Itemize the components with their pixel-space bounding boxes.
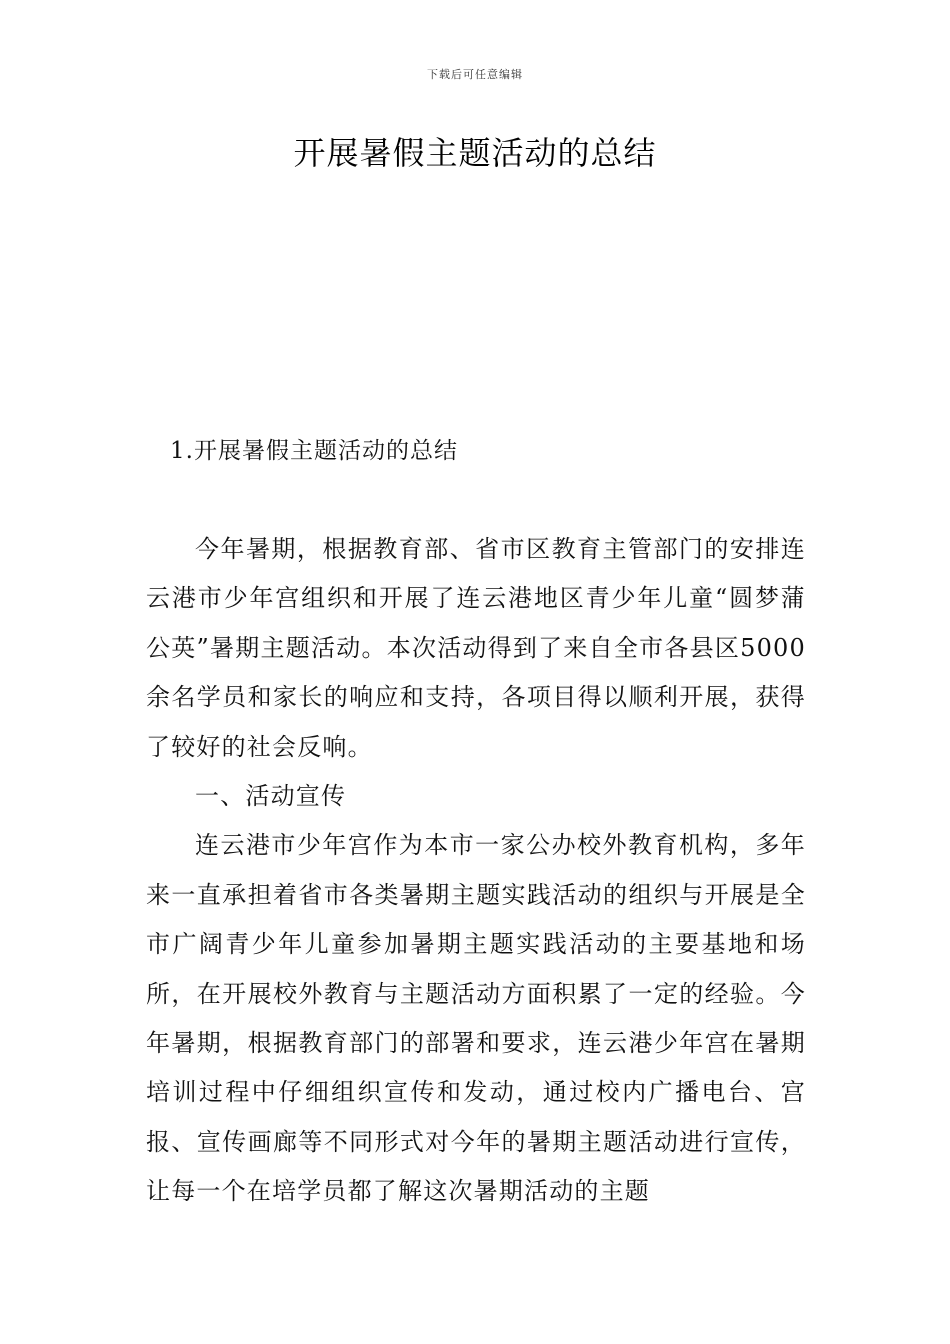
section-heading: 1.开展暑假主题活动的总结 — [170, 438, 458, 464]
paragraph-publicity: 连云港市少年宫作为本市一家公办校外教育机构，多年来一直承担着省市各类暑期主题实践活动的组织与开展是全市广阔青少年儿童参加暑期主题实践活动的主要基地和场所，在开展校外教育与主题活动方面积累了一定的经验。今年暑期，根据教育部门的部署和要求，连云港少年宫在暑期培训过程中仔细组织宣传和发动，通过校内广播电台、宫报、宣传画廊等不同形式对今年的暑期主题活动进行宣传，让每一个在培学员都了解这次暑期活动的主题 — [146, 831, 806, 1206]
subheading-publicity: 一、活动宣传 — [195, 782, 347, 811]
document-title: 开展暑假主题活动的总结 — [293, 134, 657, 172]
body-text — [146, 525, 806, 1217]
paragraph-intro: 今年暑期，根据教育部、省市区教育主管部门的安排连云港市少年宫组织和开展了连云港地区青少年儿童“圆梦蒲公英”暑期主题活动。本次活动得到了来自全市各县区5000余名学员和家长的响应和支持，各项目得以顺利开展，获得了较好的社会反响。 — [146, 535, 806, 761]
header-note: 下载后可任意编辑 — [427, 68, 523, 81]
